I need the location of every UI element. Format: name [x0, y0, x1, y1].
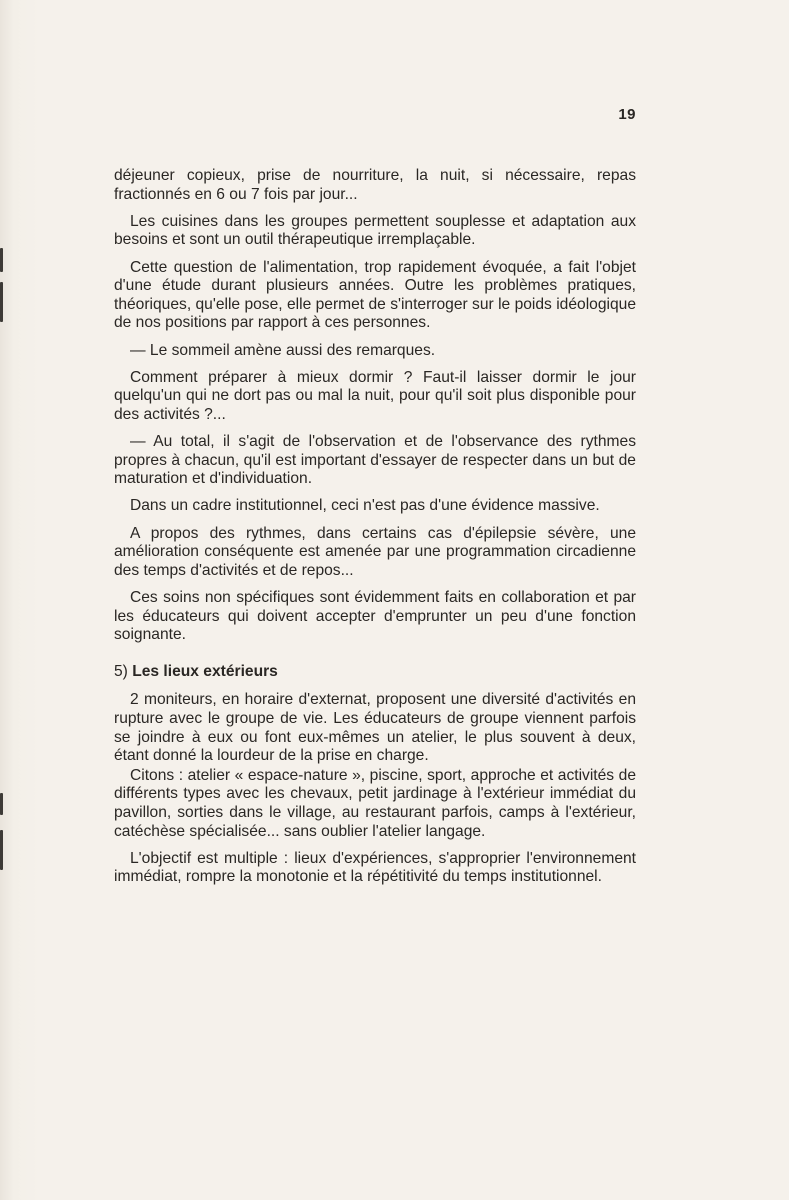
- binding-mark: [0, 248, 3, 272]
- body-text: [114, 167, 636, 896]
- paragraph: Cette question de l'alimentation, trop rapidement évoquée, a fait l'objet d'une étude durant plusieurs années. Outre les problèmes pratiques, théoriques, qu'elle pose, elle permet de s'interroger sur le poids idéologique de nos positions par rapport à ces personnes.: [114, 258, 636, 332]
- section-title: Les lieux extérieurs: [132, 662, 278, 680]
- paragraph: Citons : atelier « espace-nature », piscine, sport, approche et activités de différents types avec les chevaux, petit jardinage à l'extérieur immédiat du pavillon, sorties dans le village, au restaurant parfois, camps à l'extérieur, catéchèse spécialisée... sans oublier l'atelier langage.: [114, 766, 636, 840]
- paragraph: Ces soins non spécifiques sont évidemment faits en collaboration et par les éducateurs qui doivent accepter d'emprunter un peu d'une fonction soignante.: [114, 589, 636, 644]
- paragraph: Dans un cadre institutionnel, ceci n'est pas d'une évidence massive.: [130, 497, 600, 515]
- section-number: 5): [114, 662, 128, 680]
- paragraph: L'objectif est multiple : lieux d'expériences, s'approprier l'environnement immédiat, rompre la monotonie et la répétitivité du temps institutionnel.: [114, 849, 636, 886]
- section-heading: [114, 663, 636, 682]
- paragraph: — Au total, il s'agit de l'observation et de l'observance des rythmes propres à chacun, qu'il est important d'essayer de respecter dans un but de maturation et d'individuation.: [114, 433, 636, 488]
- binding-mark: [0, 282, 3, 322]
- paragraph: déjeuner copieux, prise de nourriture, la nuit, si nécessaire, repas fractionnés en 6 ou 7 fois par jour...: [114, 167, 636, 203]
- paragraph: 2 moniteurs, en horaire d'externat, proposent une diversité d'activités en rupture avec le groupe de vie. Les éducateurs de groupe viennent parfois se joindre à eux ou font eux-mêmes un atelier, le plus souvent à deux, étant donné la lourdeur de la prise en charge.: [114, 691, 636, 765]
- paragraph: Comment préparer à mieux dormir ? Faut-il laisser dormir le jour quelqu'un qui ne dort pas ou mal la nuit, pour qu'il soit plus disponible pour des activités ?...: [114, 368, 636, 423]
- paragraph: Les cuisines dans les groupes permettent souplesse et adaptation aux besoins et sont un outil thérapeutique irremplaçable.: [114, 212, 636, 249]
- page-number: 19: [618, 106, 636, 123]
- paragraph: — Le sommeil amène aussi des remarques.: [130, 341, 436, 359]
- binding-mark: [0, 830, 3, 870]
- binding-mark: [0, 793, 3, 815]
- paragraph: A propos des rythmes, dans certains cas d'épilepsie sévère, une amélioration conséquente est amenée par une programmation circadienne des temps d'activités et de repos...: [114, 524, 636, 579]
